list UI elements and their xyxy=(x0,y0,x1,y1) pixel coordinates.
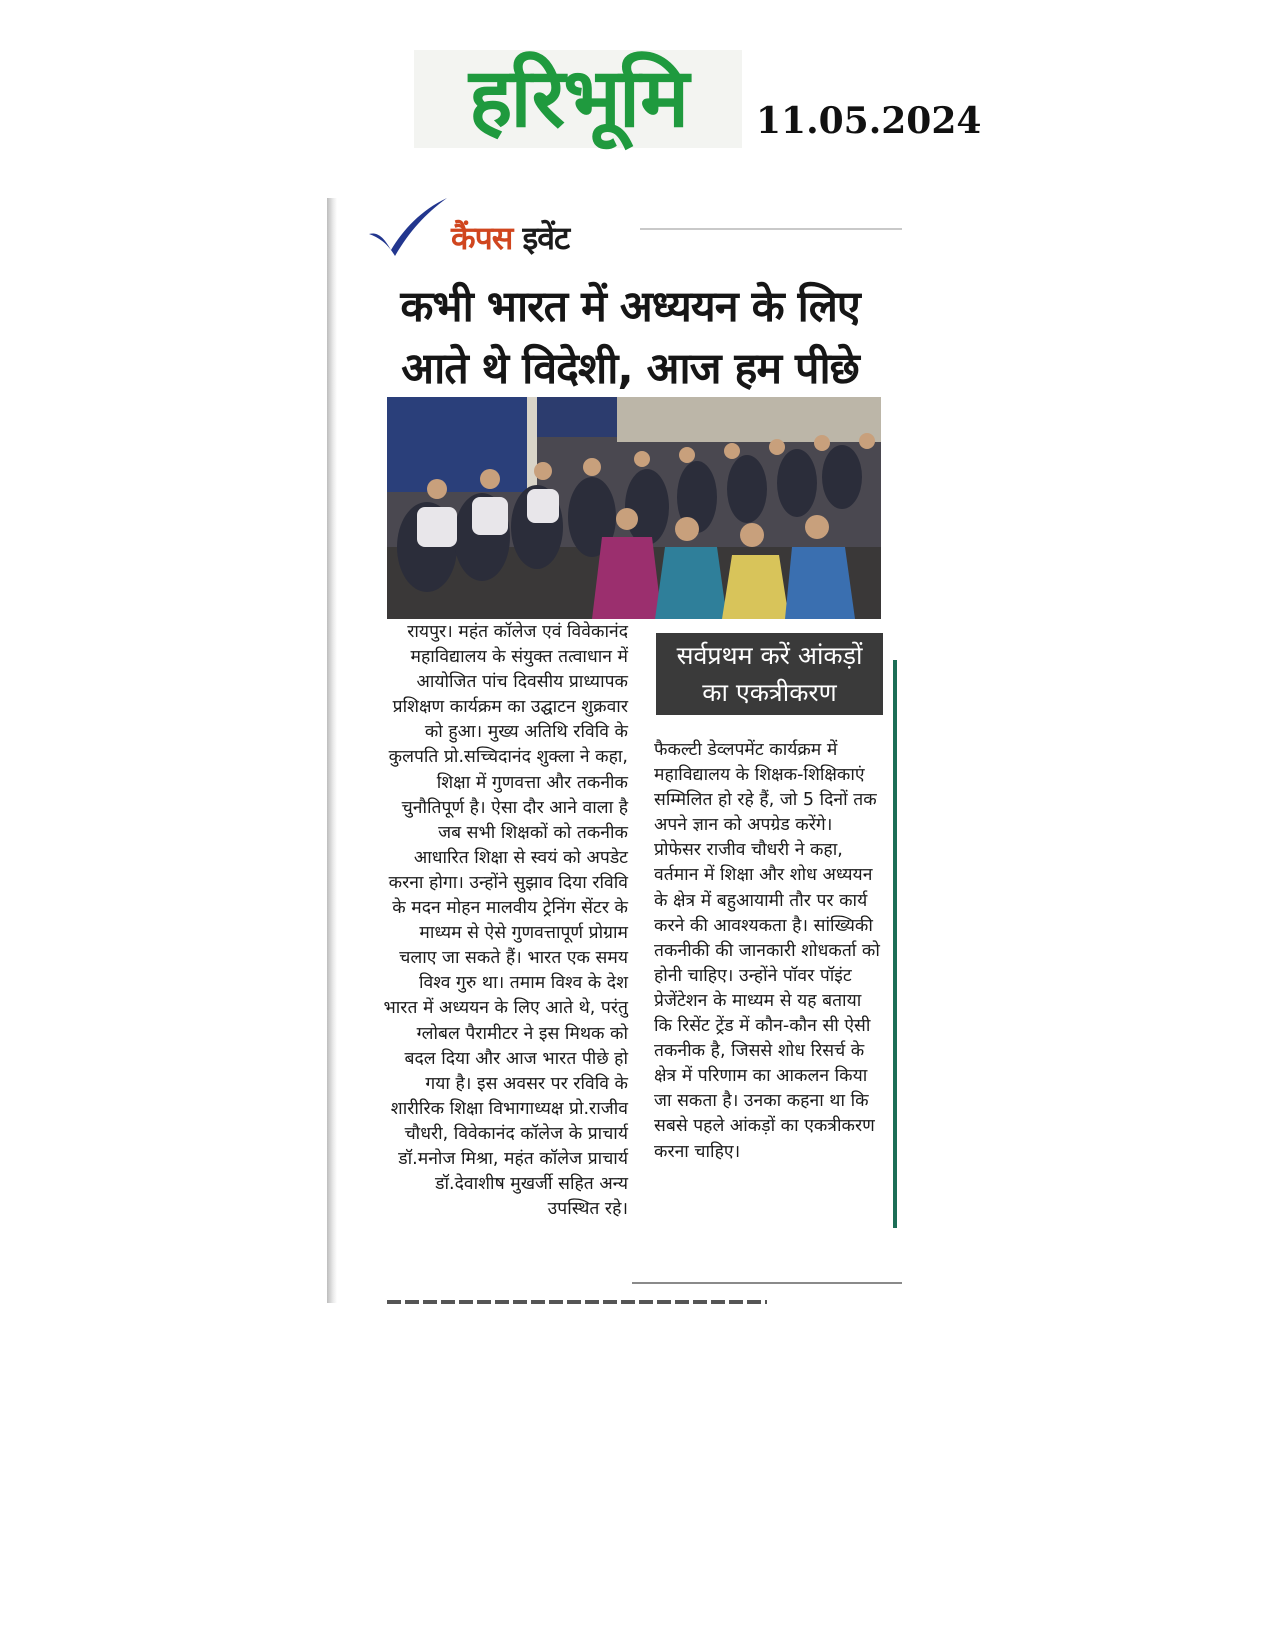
bottom-strip xyxy=(387,1300,767,1304)
masthead-logo xyxy=(414,50,742,148)
subheading-line-1: सर्वप्रथम करें आंकड़ों xyxy=(676,641,863,670)
bottom-rule xyxy=(632,1282,902,1284)
article-headline xyxy=(380,276,880,400)
headline-line-2: आते थे विदेशी, आज हम पीछे xyxy=(401,344,859,394)
kicker-event: इवेंट xyxy=(522,219,570,257)
top-rule xyxy=(640,228,902,230)
subheading-box xyxy=(656,633,883,715)
kicker-campus: कैंपस xyxy=(451,219,513,257)
section-kicker xyxy=(451,216,569,259)
checkmark-icon xyxy=(365,196,451,258)
subheading-line-2: का एकत्रीकरण xyxy=(702,678,837,707)
publication-date: 11.05.2024 xyxy=(756,100,982,142)
masthead-name: हरिभूमि xyxy=(468,51,688,146)
event-photo xyxy=(387,397,881,619)
headline-line-1: कभी भारत में अध्ययन के लिए xyxy=(400,282,860,332)
column-rule xyxy=(893,660,897,1228)
article-body-right: फैकल्टी डेव्लपमेंट कार्यक्रम में महाविद्यालय के शिक्षक-शिक्षिकाएं सम्मिलित हो रहे हैं, जो 5 दिनों तक अपने ज्ञान को अपग्रेड करेंगे। प्रोफेसर राजीव चौधरी ने कहा, वर्तमान में शिक्षा और शोध अध्ययन के क्षेत्र में बहुआयामी तौर पर कार्य करने की आवश्यकता है। सांख्यिकी तकनीकी की जानकारी शोधकर्ता को होनी चाहिए। उन्होंने पॉवर पॉइंट प्रेजेंटेशन के माध्यम से यह बताया कि रिसेंट ट्रेंड में कौन-कौन सी ऐसी तकनीक है, जिससे शोध रिसर्च के क्षेत्र में परिणाम का आकलन किया जा सकता है। उनका कहना था कि सबसे पहले आंकड़ों का एकत्रीकरण करना चाहिए। xyxy=(654,740,880,1162)
clipping-edge-shadow xyxy=(327,198,337,1303)
article-body-left: रायपुर। महंत कॉलेज एवं विवेकानंद महाविद्यालय के संयुक्त तत्वाधान में आयोजित पांच दिवसीय प्राध्यापक प्रशिक्षण कार्यक्रम का उद्घाटन शुक्रवार को हुआ। मुख्य अतिथि रविवि के कुलपति प्रो.सच्चिदानंद शुक्ला ने कहा, शिक्षा में गुणवत्ता और तकनीक चुनौतिपूर्ण है। ऐसा दौर आने वाला है जब सभी शिक्षकों को तकनीक आधारित शिक्षा से स्वयं को अपडेट करना होगा। उन्होंने सुझाव दिया रविवि के मदन मोहन मालवीय ट्रेनिंग सेंटर के माध्यम से ऐसे गुणवत्तापूर्ण प्रोग्राम चलाए जा सकते हैं। भारत एक समय विश्व गुरु था। तमाम विश्व के देश भारत में अध्ययन के लिए आते थे, परंतु ग्लोबल पैरामीटर ने इस मिथक को बदल दिया और आज भारत पीछे हो गया है। इस अवसर पर रविवि के शारीरिक शिक्षा विभागाध्यक्ष प्रो.राजीव चौधरी, विवेकानंद कॉलेज के प्राचार्य डॉ.मनोज मिश्रा, महंत कॉलेज प्राचार्य डॉ.देवाशीष मुखर्जी सहित अन्य उपस्थित रहे। xyxy=(383,622,628,1220)
